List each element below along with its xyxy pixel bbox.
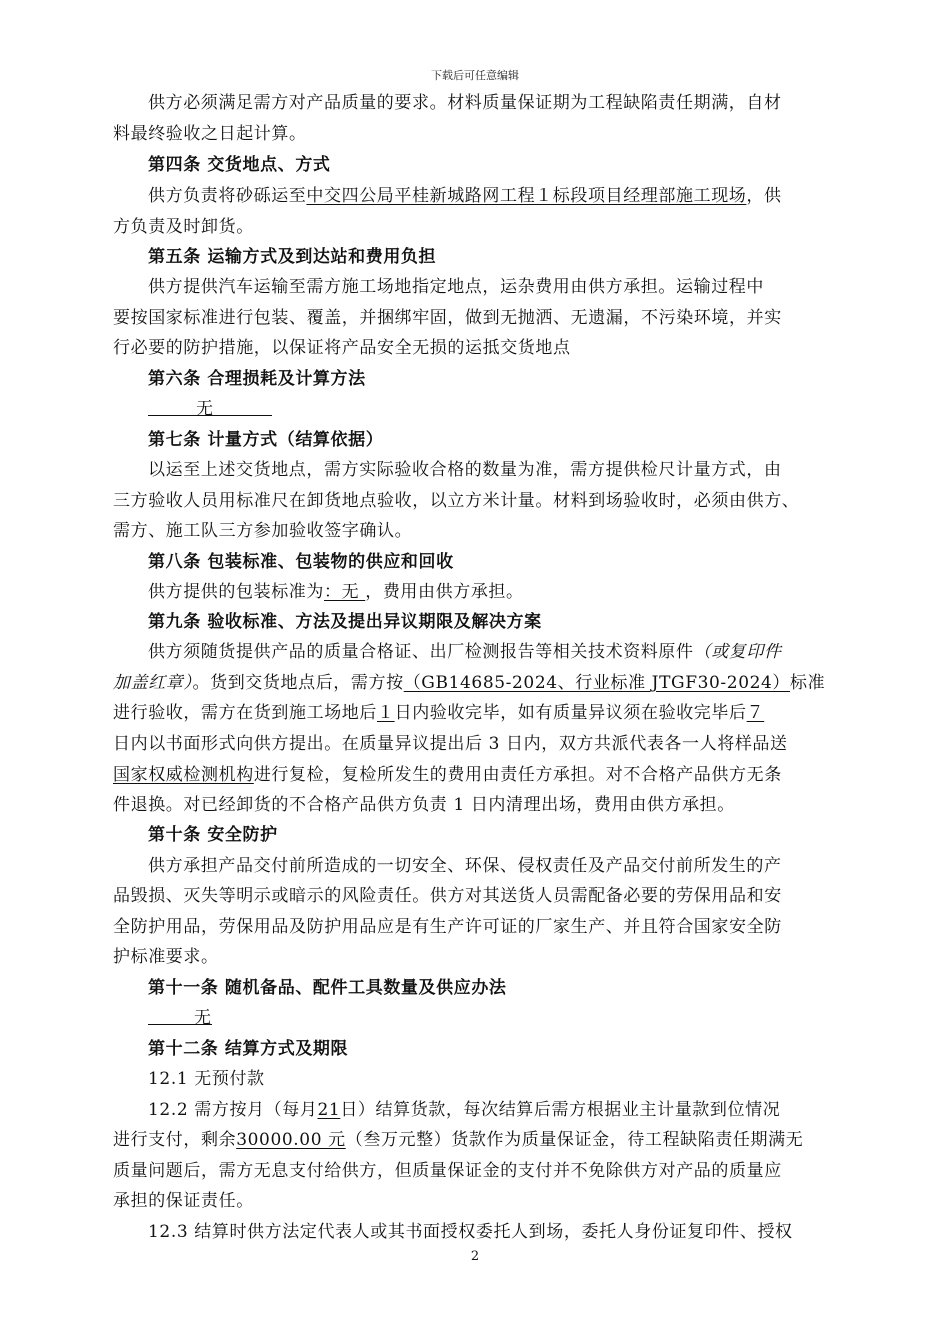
- text-run: 日内验收完毕，如有质量异议须在验收完毕后: [394, 703, 747, 723]
- section-heading-10: 第十条 安全防护: [148, 825, 278, 845]
- acceptance-days-value: １: [377, 703, 395, 723]
- paragraph-line: [113, 668, 843, 698]
- paragraph-line: 行必要的防护措施，以保证将产品安全无损的运抵交货地点: [113, 338, 571, 358]
- settlement-day-value: 21: [317, 1100, 341, 1120]
- section-heading-6: 第六条 合理损耗及计算方法: [148, 369, 366, 389]
- text-run: 供方负责将砂砾运至: [148, 186, 307, 206]
- paragraph-line: 承担的保证责任。: [113, 1191, 254, 1211]
- paragraph-line: [148, 181, 843, 211]
- section-heading-9: 第九条 验收标准、方法及提出异议期限及解决方案: [148, 612, 542, 632]
- paragraph-line: [113, 760, 843, 790]
- paragraph-line: 三方验收人员用标准尺在卸货地点验收，以立方米计量。材料到场验收时，必须由供方、: [113, 491, 800, 511]
- paragraph-line: 以运至上述交货地点，需方实际验收合格的数量为准，需方提供检尺计量方式，由: [148, 460, 782, 480]
- text-run: 。货到交货地点后，需方按: [192, 673, 404, 693]
- paragraph-line: [148, 577, 843, 607]
- text-run: （叁万元整）货款作为质量保证金，待工程缺陷责任期满无: [345, 1130, 804, 1150]
- paragraph-line: 要按国家标准进行包装、覆盖，并捆绑牢固，做到无抛洒、无遗漏，不污染环境，并实: [113, 308, 782, 328]
- text-run: 进行支付，剩余: [113, 1130, 237, 1150]
- text-run: 12.2 需方按月（每月: [148, 1100, 318, 1120]
- spare-parts-value: 无: [148, 1003, 212, 1025]
- paragraph-line: 全防护用品，劳保用品及防护用品应是有生产许可证的厂家生产、并且符合国家安全防: [113, 917, 782, 937]
- paragraph-line: 供方提供汽车运输至需方施工场地指定地点，运杂费用由供方承担。运输过程中: [148, 277, 764, 297]
- paragraph-line: 需方、施工队三方参加验收签字确认。: [113, 521, 413, 541]
- page-number: 2: [470, 1249, 480, 1264]
- section-heading-8: 第八条 包装标准、包装物的供应和回收: [148, 552, 454, 572]
- paragraph-line: 12.3 结算时供方法定代表人或其书面授权委托人到场，委托人身份证复印件、授权: [148, 1222, 793, 1242]
- packaging-standard-value: ：无: [324, 582, 366, 602]
- testing-agency-value: 国家权威检测机构: [113, 765, 254, 785]
- paragraph-line: [148, 637, 843, 667]
- paragraph-line: 供方承担产品交付前所造成的一切安全、环保、侵权责任及产品交付前所发生的产: [148, 856, 782, 876]
- retention-amount-value: 30000.00 元: [236, 1130, 346, 1150]
- delivery-location: 中交四公局平桂新城路网工程１标段项目经理部施工现场: [306, 186, 747, 206]
- section-heading-5: 第五条 运输方式及到达站和费用负担: [148, 247, 437, 267]
- section-heading-12: 第十二条 结算方式及期限: [148, 1039, 349, 1059]
- text-run-italic: （或复印件: [693, 642, 782, 662]
- section-heading-4: 第四条 交货地点、方式: [148, 155, 331, 175]
- text-run: 标准: [790, 673, 826, 693]
- section-heading-7: 第七条 计量方式（结算依据）: [148, 430, 384, 450]
- text-run: ，费用由供方承担。: [365, 582, 524, 602]
- inspection-standard-value: （GB14685-2024、行业标准 JTGF30-2024）: [403, 673, 791, 693]
- text-run: 日）结算货款，每次结算后需方根据业主计量款到位情况: [340, 1100, 781, 1120]
- text-run: 进行验收，需方在货到施工场地后: [113, 703, 377, 723]
- text-run: 进行复检，复检所发生的费用由责任方承担。对不合格产品供方无条: [253, 765, 782, 785]
- page-header: 下载后可任意编辑: [431, 69, 519, 82]
- paragraph-line: [148, 394, 843, 424]
- paragraph-line: [148, 1003, 843, 1033]
- paragraph-line: 件退换。对已经卸货的不合格产品供方负责 1 日内清理出场，费用由供方承担。: [113, 795, 735, 815]
- paragraph-line: 料最终验收之日起计算。: [113, 124, 307, 144]
- paragraph-line: 日内以书面形式向供方提出。在质量异议提出后 3 日内，双方共派代表各一人将样品送: [113, 734, 788, 754]
- text-run: 供方须随货提供产品的质量合格证、出厂检测报告等相关技术资料原件: [148, 642, 694, 662]
- paragraph-line: 质量问题后，需方无息支付给供方，但质量保证金的支付并不免除供方对产品的质量应: [113, 1161, 782, 1181]
- text-run: 供方提供的包装标准为: [148, 582, 324, 602]
- paragraph-line: [113, 1125, 843, 1155]
- paragraph-line: [113, 698, 843, 728]
- objection-days-value: ７: [746, 703, 765, 723]
- paragraph-line: 护标准要求。: [113, 947, 219, 967]
- text-run-italic: 加盖红章）: [113, 673, 193, 693]
- text-run: ，供: [746, 186, 782, 206]
- loss-method-value: 无: [148, 394, 272, 416]
- paragraph-line: 12.1 无预付款: [148, 1069, 265, 1089]
- paragraph-line: 方负责及时卸货。: [113, 217, 254, 237]
- paragraph-line: 品毁损、灭失等明示或暗示的风险责任。供方对其送货人员需配备必要的劳保用品和安: [113, 886, 782, 906]
- paragraph-line: 供方必须满足需方对产品质量的要求。材料质量保证期为工程缺陷责任期满，自材: [148, 93, 782, 113]
- section-heading-11: 第十一条 随机备品、配件工具数量及供应办法: [148, 978, 507, 998]
- paragraph-line: [148, 1095, 843, 1125]
